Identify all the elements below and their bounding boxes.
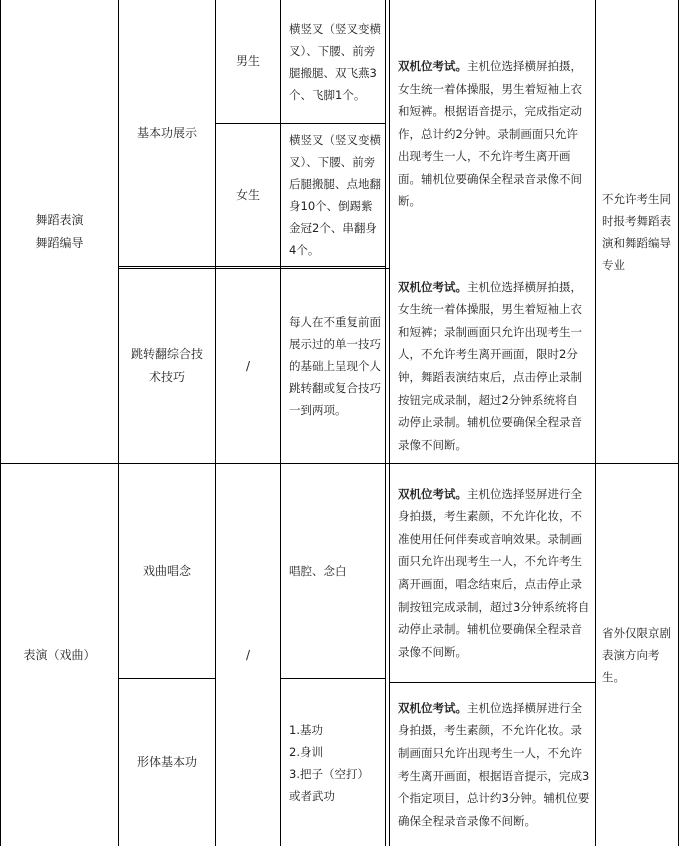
requirement-body: 主机位选择竖屏进行全身拍摄，考生素颜，不允许化妆，不准使用任何伴奏或音响效果。录制画面只允许出现考生一人，不允许考生离开画面，唱念结束后，点击停止录制按钮完成录制，超过3分钟系统将自动停止录制。辅机位要确保全程录音录像不间断。 [398, 486, 590, 659]
content-text: 横竖叉（竖叉变横叉）、下腰、前旁后腿搬腿、点地翻身10个、倒踢紫金冠2个、串翻身4个。 [289, 133, 381, 257]
item-name-cell [119, 679, 215, 846]
grid-line [280, 0, 281, 846]
requirement-cell [398, 0, 588, 268]
content-list [289, 719, 369, 807]
requirement-body: 主机位选择横屏拍摄，女生统一着体操服，男生着短袖上衣和短裤。根据语音提示，完成指定动作，总计约2分钟。录制画面只允许出现考生一人，不允许考生离开画面。辅机位要确保全程录音录像不间断。 [398, 58, 582, 209]
content-text: 每人在不重复前面展示过的单一技巧的基础上呈现个人跳转翻或复合技巧一到两项。 [289, 315, 381, 417]
gender-label: / [245, 358, 251, 373]
grid-line [385, 0, 386, 846]
requirement-bold: 双机位考试。 [398, 279, 467, 294]
content-cell [289, 464, 381, 678]
requirement-text [398, 276, 588, 457]
grid-line [389, 0, 390, 846]
item-name: 基本功展示 [136, 125, 197, 140]
content-line: 1.基功 [289, 722, 323, 737]
note-text: 不允许考生同时报考舞蹈表演和舞蹈编导专业 [602, 191, 671, 272]
requirement-bold: 双机位考试。 [398, 58, 467, 73]
category-cell [1, 464, 118, 846]
gender-cell [216, 464, 280, 846]
category-name: 表演（戏曲） [23, 647, 96, 662]
requirement-cell [398, 269, 588, 463]
requirement-body: 主机位选择横屏拍摄，女生统一着体操服，男生着短袖上衣和短裤；录制画面只允许出现考生一人，不允许考生离开画面，限时2分钟，舞蹈表演结束后，点击停止录制按钮完成录制，超过2分钟系统将自动停止录制。辅机位要确保全程录音录像不间断。 [398, 279, 582, 452]
item-name: 形体基本功 [136, 755, 197, 769]
gender-label: / [245, 647, 251, 662]
item-name-cell [119, 269, 215, 463]
item-name: 跳转翻综合技术技巧 [130, 347, 203, 384]
content-line: 2.身训 [289, 744, 323, 759]
gender-cell [216, 269, 280, 463]
requirement-text [398, 483, 590, 664]
note-text: 省外仅限京剧表演方向考生。 [602, 626, 671, 684]
content-cell [289, 0, 381, 123]
content-line: 或者武功 [289, 788, 335, 803]
requirement-text [398, 697, 590, 833]
requirement-text [398, 55, 588, 213]
grid-line [118, 266, 385, 267]
content-cell [289, 124, 381, 266]
requirement-cell [398, 464, 590, 682]
requirement-bold: 双机位考试。 [398, 486, 467, 501]
content-line: 3.把子（空打） [289, 766, 369, 781]
gender-label: 男生 [235, 54, 260, 68]
content-text: 唱腔、念白 [289, 564, 347, 578]
category-name: 舞蹈表演 [35, 212, 84, 227]
note-cell [602, 0, 674, 463]
content-cell [289, 679, 381, 846]
content-cell [289, 269, 381, 463]
content-text: 横竖叉（竖叉变横叉）、下腰、前旁腿搬腿、双飞燕3个、飞脚1个。 [289, 21, 381, 102]
item-name: 戏曲唱念 [142, 563, 191, 578]
gender-cell [216, 0, 280, 123]
requirement-cell [398, 683, 590, 846]
item-name-cell [119, 464, 215, 678]
requirement-body: 主机位选择横屏进行全身拍摄，考生素颜，不允许化妆。录制画面只允许出现考生一人，不允许考生离开画面，根据语音提示，完成3个指定项目，总计约3分钟。辅机位要确保全程录音录像不间断。 [398, 700, 590, 828]
item-name-cell [119, 0, 215, 266]
note-cell [602, 464, 674, 846]
grid-line [595, 0, 596, 846]
category-cell [1, 0, 118, 463]
gender-cell [216, 124, 280, 266]
requirement-bold: 双机位考试。 [398, 700, 467, 715]
category-name: 舞蹈编导 [35, 235, 84, 250]
gender-label: 女生 [235, 187, 260, 202]
